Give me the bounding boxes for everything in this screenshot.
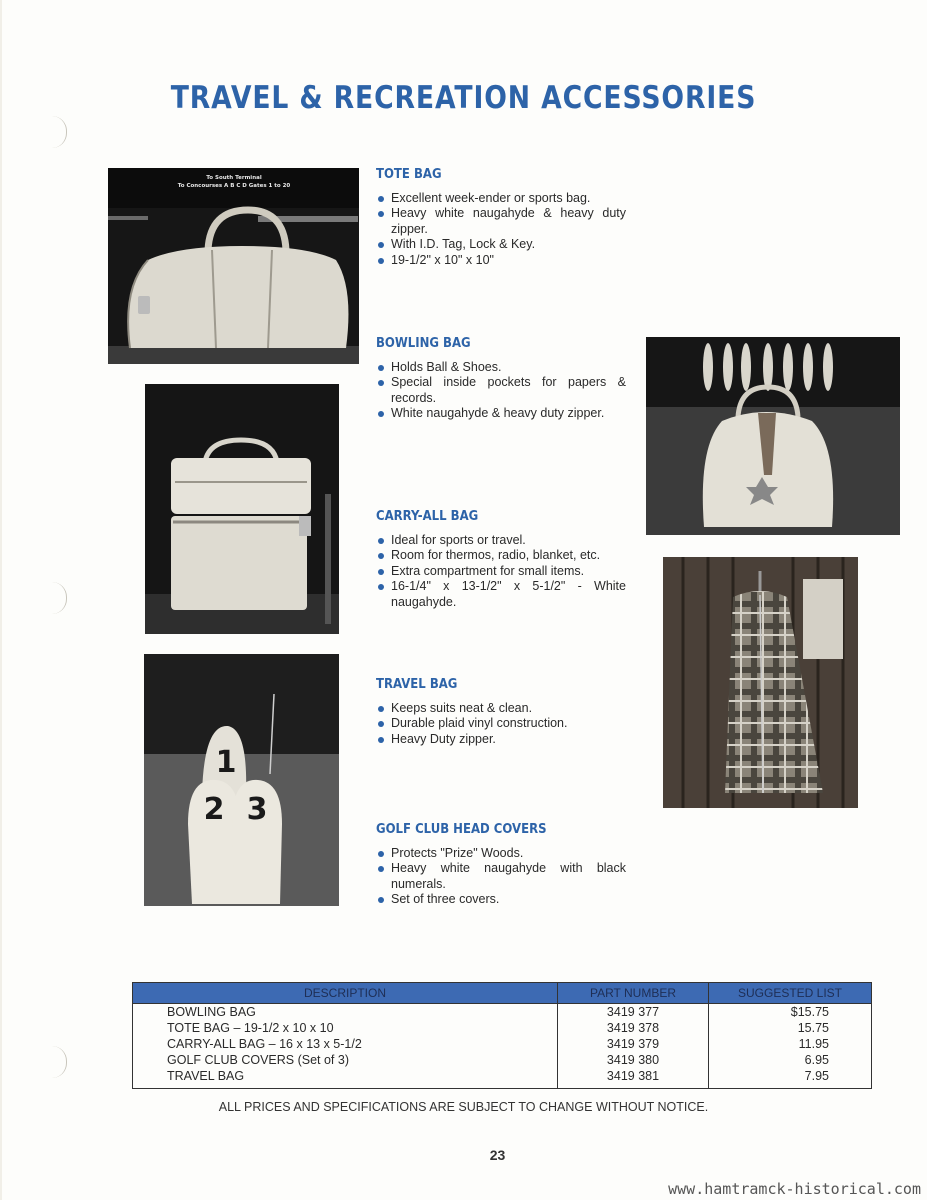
tote-bag-image [108, 168, 359, 364]
row-price: 7.95 [709, 1068, 872, 1089]
row-description: CARRY-ALL BAG – 16 x 13 x 5-1/2 [133, 1036, 558, 1052]
row-description: GOLF CLUB COVERS (Set of 3) [133, 1052, 558, 1068]
carry-all-bag-heading: CARRY-ALL BAG [376, 509, 479, 524]
carry-all-bag-photo [145, 384, 339, 634]
tote-bag-heading: TOTE BAG [376, 167, 442, 182]
price-table [132, 982, 872, 1089]
row-price: 6.95 [709, 1052, 872, 1068]
golf-covers-bullet: Protects "Prize" Woods. [376, 846, 626, 862]
price-notice: ALL PRICES AND SPECIFICATIONS ARE SUBJECT TO CHANGE WITHOUT NOTICE. [218, 1100, 709, 1114]
row-price: 11.95 [709, 1036, 872, 1052]
row-part-number: 3419 380 [558, 1052, 709, 1068]
travel-bag-heading: TRAVEL BAG [376, 677, 458, 692]
carry-all-bag-bullet: 16-1/4" x 13-1/2" x 5-1/2" - White naugahyde. [376, 579, 626, 610]
travel-bag-section [376, 677, 626, 747]
bowling-bag-section [376, 336, 626, 422]
carry-all-bag-bullet: Room for thermos, radio, blanket, etc. [376, 548, 626, 564]
golf-covers-bullet: Set of three covers. [376, 892, 626, 908]
table-row [133, 1004, 872, 1021]
carry-all-bag-bullet: Ideal for sports or travel. [376, 533, 626, 549]
row-part-number: 3419 381 [558, 1068, 709, 1089]
travel-bag-bullet: Durable plaid vinyl construction. [376, 716, 626, 732]
golf-covers-bullet: Heavy white naugahyde with black numerals. [376, 861, 626, 892]
table-header-row [133, 983, 872, 1004]
page-number: 23 [489, 1147, 506, 1163]
carry-all-bag-image [145, 384, 339, 634]
golf-covers-image [144, 654, 339, 906]
bowling-bag-image [646, 337, 900, 535]
row-description: TRAVEL BAG [133, 1068, 558, 1089]
sign-line-2: To Concourses A B C D Gates 1 to 20 [177, 183, 291, 189]
golf-covers-heading: GOLF CLUB HEAD COVERS [376, 822, 547, 837]
travel-bag-bullet: Keeps suits neat & clean. [376, 701, 626, 717]
travel-bag-image [663, 557, 858, 808]
header-description: DESCRIPTION [133, 983, 558, 1004]
golf-numeral-1: 1 [215, 745, 237, 780]
travel-bag-photo [663, 557, 858, 808]
tote-bag-bullet: With I.D. Tag, Lock & Key. [376, 237, 626, 253]
row-price: 15.75 [709, 1020, 872, 1036]
website-watermark: www.hamtramck-historical.com [668, 1180, 921, 1198]
bowling-bag-bullet: Special inside pockets for papers & records. [376, 375, 626, 406]
bowling-bag-heading: BOWLING BAG [376, 336, 471, 351]
row-description: BOWLING BAG [133, 1004, 558, 1021]
row-price: $15.75 [709, 1004, 872, 1021]
bowling-bag-bullet: Holds Ball & Shoes. [376, 360, 626, 376]
tote-bag-bullet: Heavy white naugahyde & heavy duty zipper. [376, 206, 626, 237]
golf-numeral-2: 2 [203, 792, 225, 827]
row-description: TOTE BAG – 19-1/2 x 10 x 10 [133, 1020, 558, 1036]
table-row [133, 1020, 872, 1036]
carry-all-bag-bullet: Extra compartment for small items. [376, 564, 626, 580]
page-title: TRAVEL & RECREATION ACCESSORIES [170, 80, 757, 116]
header-part-number: PART NUMBER [558, 983, 709, 1004]
golf-covers-photo [144, 654, 339, 906]
tote-bag-bullet: 19-1/2" x 10" x 10" [376, 253, 626, 269]
row-part-number: 3419 379 [558, 1036, 709, 1052]
table-row [133, 1068, 872, 1089]
bowling-bag-photo [646, 337, 900, 535]
header-suggested-list: SUGGESTED LIST [709, 983, 872, 1004]
row-part-number: 3419 378 [558, 1020, 709, 1036]
table-row [133, 1036, 872, 1052]
tote-bag-photo [108, 168, 359, 364]
travel-bag-bullet: Heavy Duty zipper. [376, 732, 626, 748]
sign-line-1: To South Terminal [206, 175, 262, 181]
table-row [133, 1052, 872, 1068]
carry-all-bag-section [376, 509, 626, 610]
golf-covers-section [376, 822, 626, 908]
bowling-bag-bullet: White naugahyde & heavy duty zipper. [376, 406, 626, 422]
row-part-number: 3419 377 [558, 1004, 709, 1021]
golf-numeral-3: 3 [246, 792, 268, 827]
tote-bag-bullet: Excellent week-ender or sports bag. [376, 191, 626, 207]
tote-bag-section [376, 167, 626, 268]
